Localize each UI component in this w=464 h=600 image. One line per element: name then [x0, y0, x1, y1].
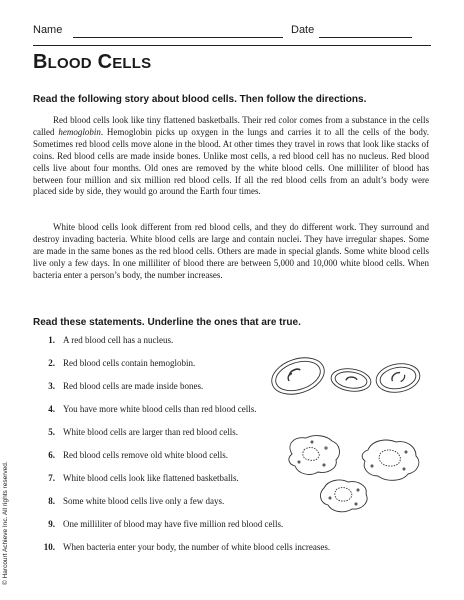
page-title [33, 51, 151, 74]
statement-number: 6. [48, 450, 55, 460]
story-p1-start: Red blood cells look like tiny flattened basketballs. Their red color comes from a substance in the cells called [33, 115, 429, 137]
statement-number: 3. [48, 381, 55, 391]
title-cap-2: C [97, 51, 113, 73]
statement-text: You have more white blood cells than red blood cells. [63, 404, 257, 414]
story-p1-end: . Hemoglobin picks up oxygen in the lungs and carries it to all the cells of the body. Sometimes red blood cells move alone in the blood. At other times they travel in rows that look like stacks of coins. Red blood cells are made inside bones. Unlike most cells, a red blood cell has no nucleus. Red blood cells live about four months. Old ones are removed by the white blood cells. One milliliter of blood has between four million and six million red blood cells. If all the red blood cells from an adult’s body were placed side by side, they would go around the Earth four times. [33, 126, 429, 197]
statement-text: Red blood cells remove old white blood cells. [63, 450, 228, 460]
statement-number: 10. [43, 542, 55, 552]
statement-number: 2. [48, 358, 55, 368]
date-label: Date [291, 24, 315, 36]
statement-text: Some white blood cells live only a few days. [63, 496, 225, 506]
story-paragraph-1 [33, 115, 429, 198]
white-blood-cells-illustration [282, 432, 432, 514]
statement-number: 8. [48, 496, 55, 506]
title-rest-2: ELLS [112, 55, 152, 72]
red-blood-cell-icon [330, 366, 373, 393]
statement-item[interactable] [39, 540, 369, 563]
title-cap-1: B [33, 51, 48, 73]
name-date-header [33, 24, 433, 40]
white-blood-cell-icon [321, 480, 368, 512]
header-divider [33, 45, 431, 46]
statement-text: White blood cells are larger than red blood cells. [63, 427, 239, 437]
copyright-notice: © Harcourt Achieve Inc. All rights reserved. [2, 461, 9, 585]
statement-text: A red blood cell has a nucleus. [63, 335, 174, 345]
hemoglobin-term: hemoglobin [58, 126, 101, 137]
statement-number: 4. [48, 404, 55, 414]
title-rest-1: LOOD [47, 55, 92, 72]
statement-text: When bacteria enter your body, the number of white blood cells increases. [63, 542, 331, 552]
statement-text: White blood cells look like flattened basketballs. [63, 473, 239, 483]
name-label: Name [33, 24, 63, 36]
red-blood-cell-icon [268, 352, 329, 401]
white-blood-cell-icon [362, 440, 419, 480]
name-field-line[interactable] [73, 37, 283, 38]
statement-number: 9. [48, 519, 55, 529]
directions: Read the following story about blood cells. Then follow the directions. [33, 94, 367, 105]
statement-item[interactable] [39, 517, 369, 540]
red-blood-cells-illustration [268, 352, 428, 418]
statements-heading: Read these statements. Underline the ones that are true. [33, 317, 301, 328]
statement-text: One milliliter of blood may have five million red blood cells. [63, 519, 284, 529]
white-blood-cell-icon [289, 436, 340, 475]
story-paragraph-2: White blood cells look different from red blood cells, and they do different work. They surround and destroy invading bacteria. White blood cells are large and contain nuclei. They have irregular shapes. Some are made in the same bones as the red blood cells. Others are made in special glands. Some white blood cells live only a few days. In one milliliter of blood there are between 5,000 and 10,000 white blood cells. When bacteria enter a person’s body, the number increases. [33, 222, 429, 280]
statement-number: 5. [48, 427, 55, 437]
statement-text: Red blood cells are made inside bones. [63, 381, 204, 391]
date-field-line[interactable] [319, 37, 412, 38]
statement-number: 7. [48, 473, 55, 483]
statement-text: Red blood cells contain hemoglobin. [63, 358, 196, 368]
red-blood-cell-icon [374, 360, 422, 395]
statement-number: 1. [48, 335, 55, 345]
